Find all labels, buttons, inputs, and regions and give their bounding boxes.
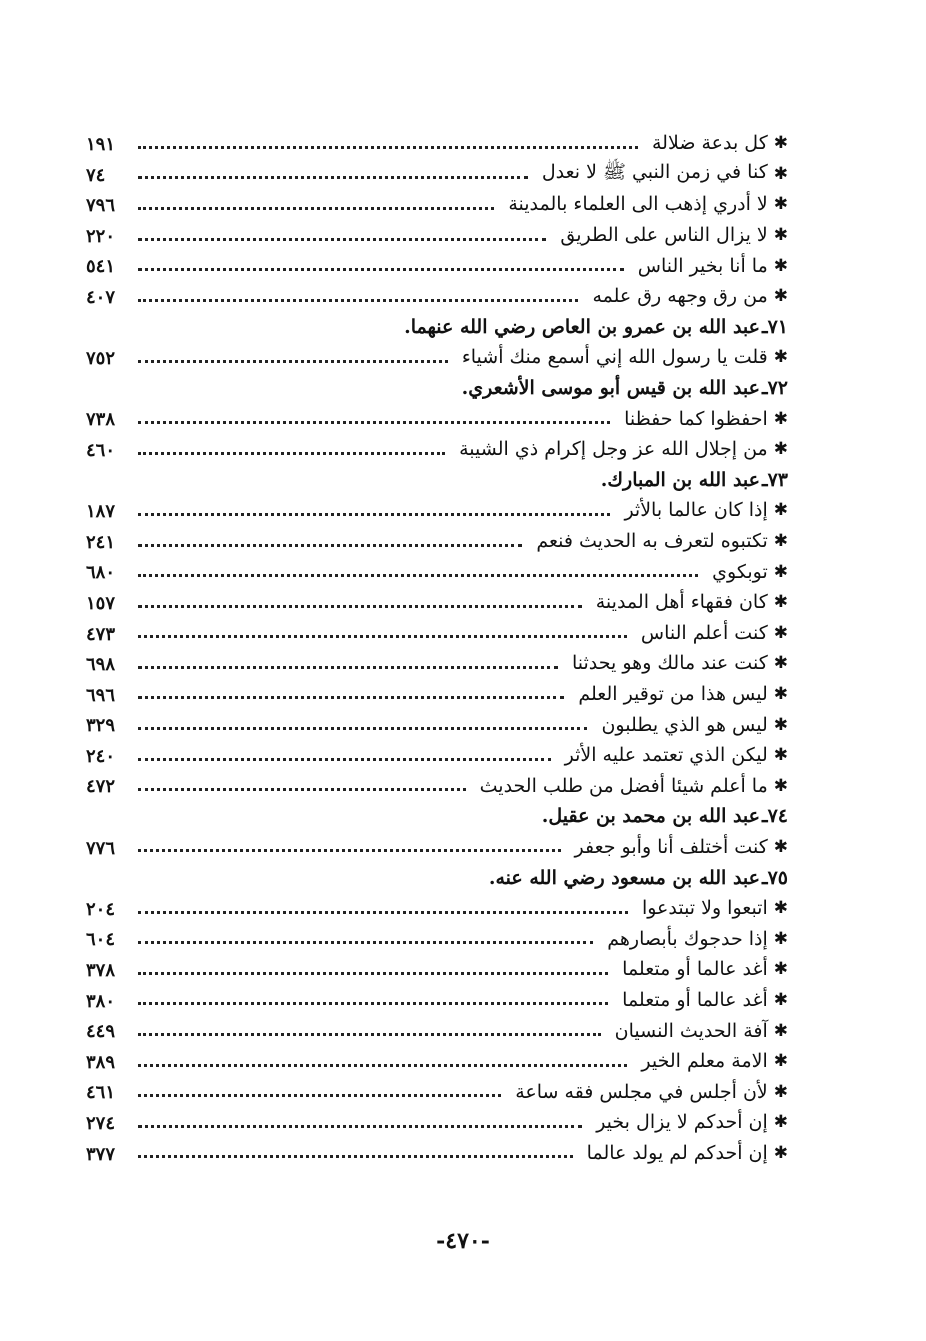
entry-page-number: ٤٦١ — [86, 1082, 116, 1104]
index-entry — [80, 709, 788, 740]
asterisk-bullet-icon: ✱ — [773, 163, 788, 184]
asterisk-bullet-icon: ✱ — [773, 439, 788, 460]
asterisk-bullet-icon: ✱ — [773, 225, 788, 246]
entry-text: توبكوي — [712, 560, 768, 583]
asterisk-bullet-icon: ✱ — [773, 592, 788, 613]
index-entry — [80, 587, 788, 618]
index-entry — [80, 556, 788, 587]
dot-leader — [138, 421, 610, 424]
dot-leader — [138, 911, 628, 914]
entry-text: من رق وجهه رق علمه — [592, 285, 768, 308]
asterisk-bullet-icon: ✱ — [773, 745, 788, 766]
entry-page-number: ٥٤١ — [86, 256, 116, 278]
entry-text: ليكن الذي تعتمد عليه الأثر — [564, 744, 768, 767]
entry-text: ما أعلم شيئا أفضل من طلب الحديث — [479, 774, 768, 797]
section-number: ٧٢ـ — [762, 377, 788, 400]
asterisk-bullet-icon: ✱ — [773, 133, 788, 154]
index-entry — [80, 618, 788, 649]
index-entry — [80, 526, 788, 557]
dot-leader — [138, 788, 466, 791]
dot-leader — [138, 513, 610, 516]
asterisk-bullet-icon: ✱ — [773, 561, 788, 582]
entry-text: إن أحدكم لم يولد عالما — [586, 1141, 768, 1164]
index-entry — [80, 1076, 788, 1107]
entry-page-number: ٢٧٤ — [86, 1113, 116, 1134]
section-number: ٧٣ـ — [762, 468, 788, 491]
entry-text: لا يزال الناس على الطريق — [560, 224, 768, 247]
index-entry — [80, 1138, 788, 1169]
index-entry — [80, 1107, 788, 1138]
dot-leader — [138, 727, 587, 730]
section-number: ٧٥ـ — [762, 866, 788, 889]
entry-text: الامة معلم الخير — [641, 1050, 768, 1073]
section-heading — [80, 862, 788, 893]
entry-page-number: ٣٧٨ — [86, 960, 116, 982]
index-entry — [80, 740, 788, 771]
index-entry — [80, 128, 788, 159]
entry-page-number: ١٨٧ — [86, 501, 116, 523]
page-number-footer: -٤٧٠- — [436, 1228, 490, 1254]
entry-text: إذا كان عالما بالأثر — [624, 499, 768, 522]
entry-page-number: ٦٩٦ — [86, 684, 116, 706]
entry-page-number: ٣٨٩ — [86, 1051, 116, 1073]
asterisk-bullet-icon: ✱ — [773, 408, 788, 429]
asterisk-bullet-icon: ✱ — [773, 1081, 788, 1102]
entry-page-number: ٤٧٢ — [86, 776, 116, 798]
index-entry — [80, 893, 788, 924]
entry-text: آفة الحديث النسيان — [614, 1019, 768, 1042]
dot-leader — [138, 972, 608, 975]
entry-page-number: ١٥٧ — [86, 592, 116, 614]
index-entry — [80, 832, 788, 863]
entry-page-number: ٤٧٣ — [86, 623, 116, 645]
asterisk-bullet-icon: ✱ — [773, 531, 788, 552]
section-heading — [80, 801, 788, 832]
entry-page-number: ٣٨٠ — [86, 990, 116, 1012]
dot-leader — [138, 146, 638, 149]
dot-leader — [138, 696, 564, 699]
dot-leader — [138, 544, 522, 547]
entry-page-number: ٧٤ — [86, 164, 106, 186]
entry-text: احفظوا كما حفظنا — [624, 407, 768, 430]
asterisk-bullet-icon: ✱ — [773, 775, 788, 796]
asterisk-bullet-icon: ✱ — [773, 1112, 788, 1133]
section-title: عبد الله بن المبارك. — [600, 468, 760, 491]
entry-text: كنت أختلف أنا وأبو جعفر — [574, 835, 768, 858]
asterisk-bullet-icon: ✱ — [773, 898, 788, 919]
index-entry — [80, 495, 788, 526]
entry-text: قلت يا رسول الله إني أسمع منك أشياء — [461, 346, 768, 369]
entry-page-number: ٦٠٤ — [86, 929, 116, 951]
section-number: ٧١ـ — [762, 315, 788, 338]
asterisk-bullet-icon: ✱ — [773, 622, 788, 643]
section-heading — [80, 373, 788, 404]
asterisk-bullet-icon: ✱ — [773, 500, 788, 521]
dot-leader — [138, 268, 624, 271]
asterisk-bullet-icon: ✱ — [773, 1051, 788, 1072]
asterisk-bullet-icon: ✱ — [773, 255, 788, 276]
asterisk-bullet-icon: ✱ — [773, 653, 788, 674]
entry-text: إذا حدجوك بأبصارهم — [607, 927, 768, 950]
asterisk-bullet-icon: ✱ — [773, 347, 788, 368]
entry-text: أغد عالما أو متعلما — [622, 988, 768, 1011]
entry-text: كنا في زمن النبي ﷺ لا نعدل — [541, 160, 768, 183]
dot-leader — [138, 605, 582, 608]
entry-text: كان فقهاء أهل المدينة — [595, 591, 768, 614]
asterisk-bullet-icon: ✱ — [773, 1020, 788, 1041]
entry-text: كل بدعة ضلالة — [652, 132, 768, 155]
index-entry — [80, 403, 788, 434]
dot-leader — [138, 176, 528, 179]
entry-text: تكتبوه لتعرف به الحديث فنعم — [536, 530, 768, 553]
entry-page-number: ٤٤٩ — [86, 1021, 116, 1043]
entry-text: ليس هذا من توقير العلم — [578, 682, 768, 705]
section-title: عبد الله بن محمد بن عقيل. — [541, 805, 760, 828]
dot-leader — [138, 574, 698, 577]
entry-page-number: ٢٤٠ — [86, 745, 116, 767]
index-entry — [80, 159, 788, 190]
entry-text: من إجلال الله عز وجل إكرام ذي الشيبة — [459, 438, 768, 461]
dot-leader — [138, 1002, 608, 1005]
section-title: عبد الله بن مسعود رضي الله عنه. — [488, 866, 760, 889]
asterisk-bullet-icon: ✱ — [773, 1142, 788, 1163]
asterisk-bullet-icon: ✱ — [773, 714, 788, 735]
entry-text: ما أنا بخير الناس — [637, 254, 768, 277]
entry-page-number: ٦٨٠ — [86, 562, 116, 584]
asterisk-bullet-icon: ✱ — [773, 959, 788, 980]
entry-page-number: ٢٠٤ — [86, 898, 116, 920]
index-entry — [80, 250, 788, 281]
entry-page-number: ٣٢٩ — [86, 715, 116, 737]
dot-leader — [138, 758, 551, 761]
index-entry — [80, 770, 788, 801]
index-entry — [80, 648, 788, 679]
index-entry — [80, 985, 788, 1016]
entry-text: أغد عالما أو متعلما — [622, 958, 768, 981]
asterisk-bullet-icon: ✱ — [773, 836, 788, 857]
section-title: عبد الله بن قيس أبو موسى الأشعري. — [461, 377, 760, 400]
entry-text: كنت عند مالك وهو يحدثنا — [571, 652, 768, 675]
dot-leader — [138, 1064, 627, 1067]
dot-leader — [138, 1094, 501, 1097]
asterisk-bullet-icon: ✱ — [773, 989, 788, 1010]
asterisk-bullet-icon: ✱ — [773, 683, 788, 704]
entry-text: ليس هو الذي يطلبون — [601, 713, 768, 736]
dot-leader — [138, 941, 593, 944]
entry-page-number: ٤٠٧ — [86, 286, 116, 308]
asterisk-bullet-icon: ✱ — [773, 928, 788, 949]
index-entry — [80, 434, 788, 465]
dot-leader — [138, 299, 578, 302]
section-heading — [80, 312, 788, 343]
entry-page-number: ٧٥٢ — [86, 348, 116, 370]
asterisk-bullet-icon: ✱ — [773, 286, 788, 307]
section-title: عبد الله بن عمرو بن العاص رضي الله عنهما. — [404, 315, 760, 338]
index-entry — [80, 220, 788, 251]
dot-leader — [138, 666, 558, 669]
index-entry — [80, 1015, 788, 1046]
entry-text: كنت أعلم الناس — [640, 621, 768, 644]
index-entry — [80, 923, 788, 954]
entry-page-number: ٦٩٨ — [86, 654, 116, 676]
entry-page-number: ٣٧٧ — [86, 1143, 116, 1165]
entry-page-number: ٧٣٨ — [86, 409, 116, 431]
entry-page-number: ٢٤١ — [86, 531, 116, 553]
index-entry — [80, 281, 788, 312]
dot-leader — [138, 1125, 582, 1128]
dot-leader — [138, 207, 494, 210]
entry-page-number: ٤٦٠ — [86, 439, 116, 461]
dot-leader — [138, 849, 561, 852]
index-entry — [80, 954, 788, 985]
index-entry — [80, 679, 788, 710]
dot-leader — [138, 238, 546, 241]
dot-leader — [138, 635, 627, 638]
entry-page-number: ١٩١ — [86, 134, 116, 155]
index-list — [80, 128, 788, 1168]
entry-text: إن أحدكم لا يزال بخير — [596, 1111, 768, 1134]
index-entry — [80, 189, 788, 220]
entry-text: اتبعوا ولا تبتدعوا — [641, 897, 768, 920]
entry-text: لا أدري إذهب الى العلماء بالمدينة — [508, 193, 768, 216]
section-number: ٧٤ـ — [762, 805, 788, 828]
asterisk-bullet-icon: ✱ — [773, 194, 788, 215]
dot-leader — [138, 1155, 573, 1158]
index-entry — [80, 1046, 788, 1077]
index-entry — [80, 342, 788, 373]
entry-page-number: ٧٩٦ — [86, 195, 116, 217]
entry-text: لأن أجلس في مجلس فقه ساعة — [515, 1080, 768, 1103]
section-heading — [80, 465, 788, 496]
dot-leader — [138, 452, 445, 455]
entry-page-number: ٧٧٦ — [86, 837, 116, 859]
entry-page-number: ٢٢٠ — [86, 225, 116, 247]
dot-leader — [138, 1033, 601, 1036]
dot-leader — [138, 360, 448, 363]
